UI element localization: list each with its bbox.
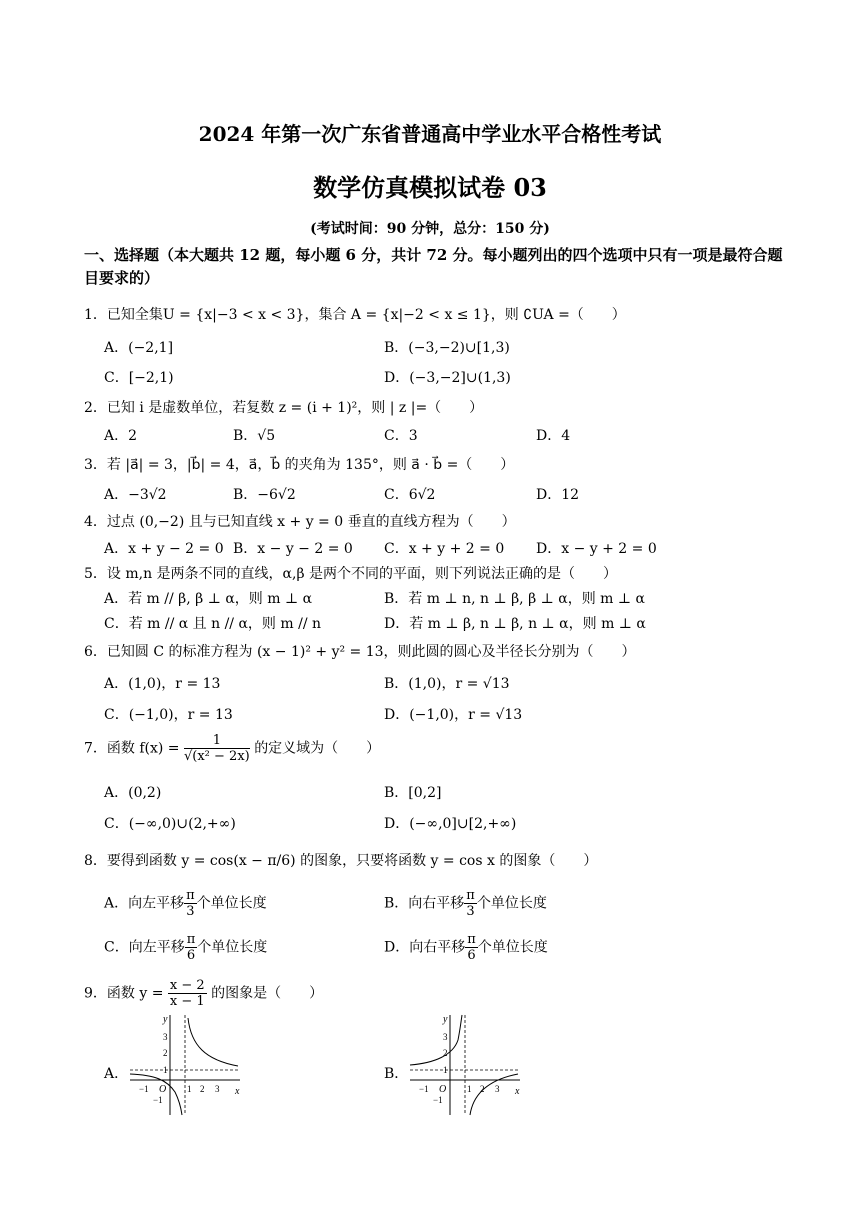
section-heading: 一、选择题（本大题共 12 题，每小题 6 分，共计 72 分。每小题列出的四个选项中只有一项是最符合题目要求的） [84,246,783,287]
q9-option-b: B． [384,1066,409,1082]
q4-option-a: A．x + y − 2 = 0 [104,541,224,557]
svg-text:x: x [235,1086,240,1097]
svg-text:1: 1 [467,1084,472,1094]
svg-text:−1: −1 [419,1084,429,1094]
svg-text:3: 3 [163,1032,168,1042]
paper-title: 数学仿真模拟试卷 03 [313,173,547,202]
q8-option-b: B．向右平移 $\frac{\pi}{3}$ 个单位长度 [384,888,547,919]
exam-title: 2024 年第一次广东省普通高中学业水平合格性考试 [198,122,662,146]
q7-option-d: D．(−∞,0]∪[2,+∞) [384,816,517,832]
question-9: 9．函数 y = $\frac{x - 2}{x - 1}$ 的图象是（ ） [84,978,324,1009]
q4-option-d: D．x − y + 2 = 0 [536,541,657,557]
svg-text:x: x [515,1086,520,1097]
svg-text:1: 1 [443,1065,448,1075]
svg-text:−1: −1 [139,1084,149,1094]
svg-text:2: 2 [480,1084,485,1094]
svg-text:−1: −1 [433,1095,443,1105]
svg-text:O: O [159,1084,167,1095]
q8-option-a: A．向左平移 $\frac{\pi}{3}$ 个单位长度 [104,888,267,919]
q2-option-b: B．√5 [233,428,276,444]
svg-text:3: 3 [215,1084,220,1094]
q9-fraction: $\frac{x - 2}{x - 1}$ [169,978,205,1009]
q6-option-c: C．(−1,0)，r = 13 [104,707,233,723]
svg-text:O: O [439,1084,447,1095]
q4-option-c: C．x + y + 2 = 0 [384,541,505,557]
svg-text:2: 2 [163,1048,168,1058]
q3-option-b: B．−6√2 [233,487,296,503]
svg-text:2: 2 [443,1048,448,1058]
svg-text:−1: −1 [153,1095,163,1105]
q7-option-a: A．(0,2) [104,785,162,801]
question-4: 4．过点 (0,−2) 且与已知直线 x + y = 0 垂直的直线方程为（ ） [84,514,516,530]
q6-option-b: B．(1,0)，r = √13 [384,676,510,692]
q1-option-c: C．[−2,1) [104,370,174,386]
curve-right-branch [188,1018,238,1066]
q2-option-d: D．4 [536,428,571,444]
question-7: 7．函数 f(x) = $\frac{1}{\text{√(x² − 2x)}}$ 的定义域为（ ） [84,733,381,764]
svg-text:y: y [163,1014,168,1025]
q6-option-d: D．(−1,0)，r = √13 [384,707,523,723]
svg-text:2: 2 [200,1084,205,1094]
q1-option-a: A．(−2,1] [104,340,174,356]
curve-left-branch [410,1015,462,1065]
q7-option-c: C．(−∞,0)∪(2,+∞) [104,816,236,832]
svg-text:1: 1 [187,1084,192,1094]
question-1: 1．已知全集U = {x|−3 < x < 3}，集合 A = {x|−2 < x ≤ 1}，则 ∁UA =（ ） [84,307,626,323]
q4-option-b: B．x − y − 2 = 0 [233,541,353,557]
q1-option-d: D．(−3,−2]∪(1,3) [384,370,511,386]
question-3: 3．若 |a⃗| = 3，|b⃗| = 4，a⃗，b⃗ 的夹角为 135°，则 a⃗ · b⃗ =（ ） [84,457,515,473]
svg-text:1: 1 [163,1065,168,1075]
svg-text:3: 3 [443,1032,448,1042]
question-6: 6．已知圆 C 的标准方程为 (x − 1)² + y² = 13，则此圆的圆心及半径长分别为（ ） [84,644,636,660]
q7-fraction: $\frac{1}{\text{√(x² − 2x)}}$ [184,733,250,764]
question-2: 2．已知 i 是虚数单位，若复数 z = (i + 1)²，则 | z |=（ ） [84,400,484,416]
q8-option-c: C．向左平移 $\frac{\pi}{6}$ 个单位长度 [104,932,268,963]
svg-text:3: 3 [495,1084,500,1094]
q5-option-d: D．若 m ⊥ β, n ⊥ β, n ⊥ α，则 m ⊥ α [384,616,646,632]
svg-text:y: y [443,1014,448,1025]
exam-meta: (考试时间：90 分钟，总分：150 分) [310,221,550,237]
q6-option-a: A．(1,0)，r = 13 [104,676,221,692]
q5-option-b: B．若 m ⊥ n, n ⊥ β, β ⊥ α，则 m ⊥ α [384,591,645,607]
q5-option-c: C．若 m // α 且 n // α，则 m // n [104,616,322,632]
question-8: 8．要得到函数 y = cos(x − π/6) 的图象，只要将函数 y = cos x 的图象（ ） [84,853,598,869]
q3-option-c: C．6√2 [384,487,436,503]
q9-graph-b [405,1010,525,1120]
q9-graph-a [125,1010,245,1120]
q5-option-a: A．若 m // β, β ⊥ α，则 m ⊥ α [104,591,313,607]
question-5: 5．设 m,n 是两条不同的直线，α,β 是两个不同的平面，则下列说法正确的是（ ） [84,566,617,582]
q3-option-a: A．−3√2 [104,487,167,503]
q8-option-d: D．向右平移 $\frac{\pi}{6}$ 个单位长度 [384,932,548,963]
q3-option-d: D．12 [536,487,580,503]
q7-option-b: B．[0,2] [384,785,442,801]
q1-option-b: B．(−3,−2)∪[1,3) [384,340,510,356]
q2-option-a: A．2 [104,428,138,444]
q9-option-a: A． [104,1066,129,1082]
q2-option-c: C．3 [384,428,418,444]
